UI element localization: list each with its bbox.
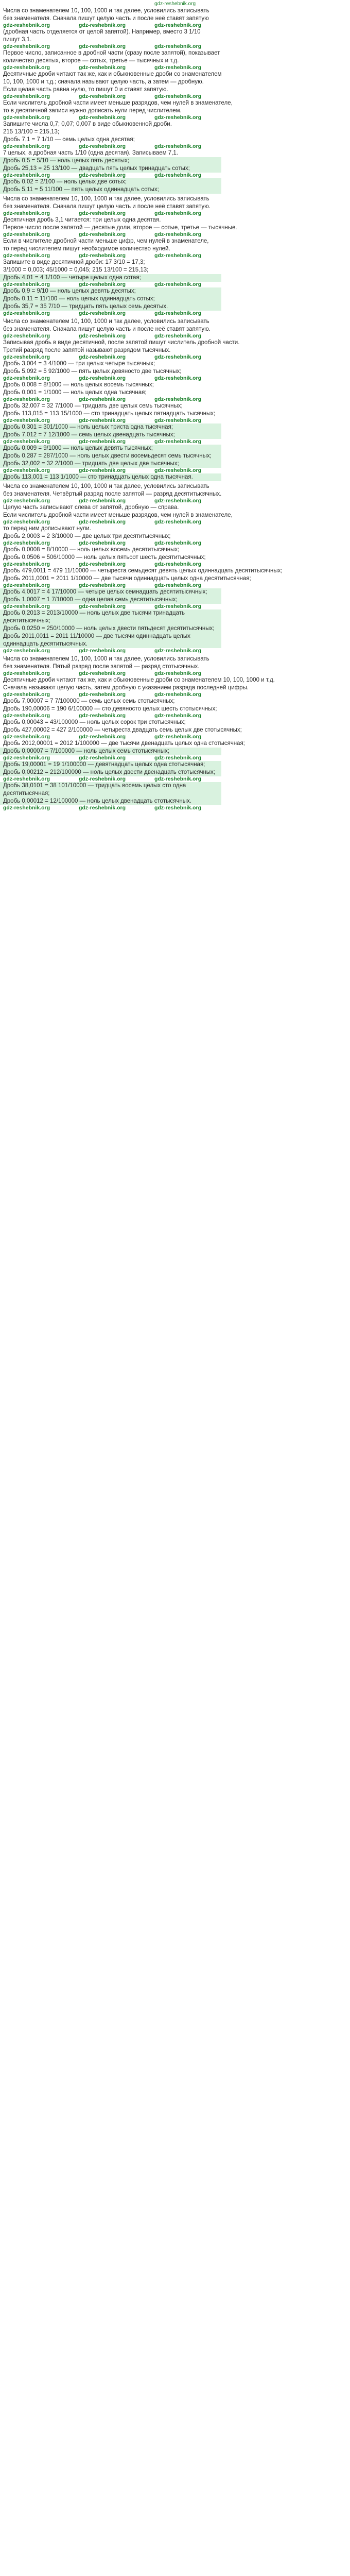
highlighted-line: Дробь 1,0007 = 1 7/10000 — одна целая семь десятитысячных; <box>0 596 221 604</box>
watermark-row <box>0 713 350 719</box>
watermark-row <box>0 253 350 259</box>
watermark-text: gdz-reshebnik.org <box>79 333 126 339</box>
watermark-text: gdz-reshebnik.org <box>154 583 202 588</box>
highlighted-line: Дробь 0,009 = 9/1000 — ноль целых девять тысячных; <box>0 445 221 452</box>
watermark-text: gdz-reshebnik.org <box>79 540 126 546</box>
watermark-text: gdz-reshebnik.org <box>3 468 50 473</box>
watermark-text: gdz-reshebnik.org <box>79 439 126 445</box>
text-line: Дробь 5,092 = 5 92/1000 — пять целых девяносто две тысячных; <box>3 368 182 375</box>
text-line: Если числитель дробной части имеет меньше разрядов, чем нулей в знаменателе, <box>3 512 233 518</box>
watermark-row <box>0 540 350 546</box>
text-line: Дробь 7,00007 = 7 7/100000 — семь целых семь стотысячных; <box>3 698 175 704</box>
text-line: 3/1000 = 0,003; 45/1000 = 0,045; 215 13/100 = 215,13; <box>3 267 149 273</box>
watermark-text: gdz-reshebnik.org <box>3 583 50 588</box>
watermark-row <box>0 173 350 178</box>
watermark-text: gdz-reshebnik.org <box>154 648 202 654</box>
watermark-row <box>0 671 350 676</box>
text-line: Дробь 2,0003 = 2 3/10000 — две целых три десятитысячных; <box>3 533 171 539</box>
watermark-text: gdz-reshebnik.org <box>154 755 202 761</box>
watermark-row <box>0 692 350 698</box>
watermark-row <box>0 23 350 28</box>
watermark-row <box>0 604 350 609</box>
text-line: Дробь 0,0506 = 506/10000 — ноль целых пятьсот шесть десятитысячных; <box>3 554 206 561</box>
watermark-text: gdz-reshebnik.org <box>79 65 126 71</box>
highlighted-line: Дробь 0,287 = 287/1000 — ноль целых двести восемьдесят семь тысячных; <box>0 452 221 460</box>
section-s3 <box>0 318 350 483</box>
watermark-text: gdz-reshebnik.org <box>79 173 126 178</box>
watermark-text: gdz-reshebnik.org <box>79 498 126 504</box>
watermark-row <box>0 755 350 761</box>
watermark-text: gdz-reshebnik.org <box>154 562 202 567</box>
watermark-text: gdz-reshebnik.org <box>79 734 126 740</box>
watermark-text: gdz-reshebnik.org <box>154 805 202 811</box>
highlighted-line: Дробь 113,001 = 113 1/1000 — сто тринадцать целых одна тысячная. <box>0 473 221 481</box>
text-line: (дробная часть отделяется от целой запятой). Например, вместо 3 1/10 <box>3 29 201 35</box>
content <box>0 7 350 812</box>
watermark-text: gdz-reshebnik.org <box>3 418 50 423</box>
highlighted-line: Дробь 7,012 = 7 12/1000 — семь целых двенадцать тысячных; <box>0 431 221 439</box>
text-line: Дробь 0,008 = 8/1000 — ноль целых восемь тысячных; <box>3 382 154 388</box>
watermark-text: gdz-reshebnik.org <box>3 776 50 782</box>
section-s1 <box>0 7 350 195</box>
watermark-text: gdz-reshebnik.org <box>79 232 126 238</box>
text-line: 10, 100, 1000 и т.д.; сначала называют целую часть, а затем — дробную. <box>3 79 204 85</box>
watermark-row <box>0 439 350 445</box>
watermark-text: gdz-reshebnik.org <box>79 94 126 99</box>
watermark-text: gdz-reshebnik.org <box>154 692 202 698</box>
watermark-text: gdz-reshebnik.org <box>3 211 50 216</box>
watermark-text: gdz-reshebnik.org <box>154 115 202 121</box>
watermark-text: gdz-reshebnik.org <box>3 354 50 360</box>
watermark-row <box>0 376 350 381</box>
watermark-row <box>0 144 350 149</box>
watermark-row <box>0 734 350 740</box>
watermark-text: gdz-reshebnik.org <box>79 713 126 719</box>
watermark-text: gdz-reshebnik.org <box>79 519 126 525</box>
watermark-text: gdz-reshebnik.org <box>79 397 126 402</box>
watermark-text: gdz-reshebnik.org <box>79 282 126 287</box>
watermark-text: gdz-reshebnik.org <box>3 439 50 445</box>
highlighted-line: Дробь 0,00012 = 12/100000 — ноль целых двенадцать стотысячных. <box>0 798 221 805</box>
watermark-text: gdz-reshebnik.org <box>154 376 202 381</box>
watermark-text: gdz-reshebnik.org <box>79 583 126 588</box>
text-line: Дробь 32,007 = 32 7/1000 — тридцать две целых семь тысячных; <box>3 403 183 409</box>
watermark-text: gdz-reshebnik.org <box>79 468 126 473</box>
watermark-row <box>0 519 350 525</box>
watermark-text: gdz-reshebnik.org <box>154 173 202 178</box>
watermark-text: gdz-reshebnik.org <box>3 397 50 402</box>
highlighted-line: Дробь 19,00001 = 19 1/100000 — девятнадцать целых одна стотысячная; <box>0 761 221 769</box>
watermark-text: gdz-reshebnik.org <box>3 115 50 121</box>
watermark-text: gdz-reshebnik.org <box>3 498 50 504</box>
section-s2 <box>0 195 350 318</box>
watermark-text: gdz-reshebnik.org <box>79 144 126 149</box>
watermark-text: gdz-reshebnik.org <box>154 734 202 740</box>
watermark-text: gdz-reshebnik.org <box>154 519 202 525</box>
highlighted-line: Дробь 0,9 = 9/10 — ноль целых девять десятых; <box>0 287 221 295</box>
watermark-text: gdz-reshebnik.org <box>3 671 50 676</box>
watermark-row <box>0 333 350 339</box>
watermark-row <box>0 211 350 216</box>
highlighted-line: Дробь 0,00007 = 7/100000 — ноль целых семь стотысячных; <box>0 748 221 755</box>
text-line: Дробь 0,001 = 1/1000 — ноль целых одна тысячная; <box>3 389 147 396</box>
watermark-text: gdz-reshebnik.org <box>154 44 202 49</box>
text-line: Дробь 0,00043 = 43/100000 — ноль целых сорок три стотысячных; <box>3 719 186 725</box>
watermark-text: gdz-reshebnik.org <box>154 776 202 782</box>
watermark-text: gdz-reshebnik.org <box>3 692 50 698</box>
text-line: Первое число, записанное в дробной части (сразу после запятой), показывает <box>3 50 220 56</box>
text-line: то перед числителем пишут необходимое количество нулей. <box>3 246 170 252</box>
watermark-row <box>0 94 350 99</box>
watermark-text: gdz-reshebnik.org <box>154 397 202 402</box>
watermark-text: gdz-reshebnik.org <box>154 282 202 287</box>
watermark-text: gdz-reshebnik.org <box>79 253 126 259</box>
watermark-text: gdz-reshebnik.org <box>154 468 202 473</box>
watermark-text: gdz-reshebnik.org <box>3 540 50 546</box>
highlighted-line: Дробь 38,0101 = 38 101/10000 — тридцать восемь целых сто одна десятитысячная; <box>0 782 221 798</box>
watermark-row <box>0 311 350 316</box>
text-line: Дробь 2012,00001 = 2012 1/100000 — две тысячи двенадцать целых одна стотысячная; <box>3 740 245 747</box>
watermark-text: gdz-reshebnik.org <box>79 805 126 811</box>
watermark-text: gdz-reshebnik.org <box>154 333 202 339</box>
watermark-row <box>0 354 350 360</box>
watermark-text: gdz-reshebnik.org <box>154 354 202 360</box>
watermark-text: gdz-reshebnik.org <box>79 755 126 761</box>
highlighted-line: Дробь 35,7 = 35 7/10 — тридцать пять целых семь десятых. <box>0 303 221 311</box>
text-line: пишут 3,1. <box>3 37 32 43</box>
watermark-text: gdz-reshebnik.org <box>3 648 50 654</box>
highlighted-line: Дробь 32,002 = 32 2/1000 — тридцать две целых две тысячных; <box>0 460 221 468</box>
highlighted-line: Дробь 4,01 = 4 1/100 — четыре целых одна сотая; <box>0 274 221 282</box>
watermark-text: gdz-reshebnik.org <box>154 418 202 423</box>
watermark-text: gdz-reshebnik.org <box>79 776 126 782</box>
section-gap <box>0 811 350 812</box>
text-line: Запишите числа 0,7; 0,07; 0,007 в виде обыкновенной дроби. <box>3 121 172 127</box>
watermark-text: gdz-reshebnik.org <box>79 311 126 316</box>
highlighted-line: Дробь 0,0250 = 250/10000 — ноль целых двести пятьдесят десятитысячных; <box>0 625 221 633</box>
watermark-text: gdz-reshebnik.org <box>3 282 50 287</box>
watermark-text: gdz-reshebnik.org <box>3 604 50 609</box>
watermark-text: gdz-reshebnik.org <box>79 562 126 567</box>
watermark-text: gdz-reshebnik.org <box>3 173 50 178</box>
text-line: Если целая часть равна нулю, то пишут 0 и ставят запятую. <box>3 87 168 93</box>
watermark-text: gdz-reshebnik.org <box>3 755 50 761</box>
watermark-text: gdz-reshebnik.org <box>154 671 202 676</box>
watermark-text: gdz-reshebnik.org <box>3 734 50 740</box>
watermark-row <box>0 115 350 121</box>
watermark-text: gdz-reshebnik.org <box>3 65 50 71</box>
watermark-text: gdz-reshebnik.org <box>154 540 202 546</box>
watermark-row <box>0 583 350 588</box>
watermark-text: gdz-reshebnik.org <box>3 376 50 381</box>
watermark-row <box>0 282 350 287</box>
text-line: Дробь 190,00006 = 190 6/100000 — сто девяносто целых шесть стотысячных; <box>3 706 217 712</box>
watermark-text: gdz-reshebnik.org <box>3 23 50 28</box>
text-line: Сначала называют целую часть, затем дробную с указанием разряда последней цифры. <box>3 685 249 691</box>
watermark-row <box>0 44 350 49</box>
watermark-text: gdz-reshebnik.org <box>79 376 126 381</box>
text-line: Числа со знаменателем 10, 100, 1000 и так далее, условились записывать <box>3 483 209 489</box>
watermark-text: gdz-reshebnik.org <box>154 65 202 71</box>
watermark-text: gdz-reshebnik.org <box>79 44 126 49</box>
watermark-text: gdz-reshebnik.org <box>79 354 126 360</box>
text-line: Дробь 2011,0001 = 2011 1/10000 — две тысячи одиннадцать целых одна десятитысячная; <box>3 575 251 582</box>
watermark-text: gdz-reshebnik.org <box>154 311 202 316</box>
text-line: без знаменателя. Сначала пишут целую часть и после неё ставят запятую. <box>3 326 211 332</box>
watermark-text: gdz-reshebnik.org <box>79 23 126 28</box>
watermark-text: gdz-reshebnik.org <box>3 713 50 719</box>
section-s5 <box>0 655 350 812</box>
watermark-row <box>0 232 350 238</box>
text-line: Числа со знаменателем 10, 100, 1000 и так далее, условились записывать <box>3 318 209 325</box>
text-line: Дробь 3,004 = 3 4/1000 — три целых четыре тысячных; <box>3 361 155 367</box>
watermark-text: gdz-reshebnik.org <box>154 211 202 216</box>
text-line: Третий разряд после запятой называют разрядом тысячных. <box>3 347 171 353</box>
watermark-text: gdz-reshebnik.org <box>79 671 126 676</box>
text-line: то в десятичной записи нужно дописать нули перед числителем. <box>3 108 182 114</box>
text-line: то перед ним дописывают нули. <box>3 526 91 532</box>
text-line: Числа со знаменателем 10, 100, 1000 и так далее, условились записывать <box>3 8 209 14</box>
watermark-row <box>0 65 350 71</box>
watermark-text: gdz-reshebnik.org <box>79 692 126 698</box>
highlighted-line: Дробь 0,2013 = 2013/10000 — ноль целых две тысячи тринадцать десятитысячных; <box>0 609 221 625</box>
watermark-text: gdz-reshebnik.org <box>154 604 202 609</box>
watermark-text: gdz-reshebnik.org <box>79 604 126 609</box>
watermark-text: gdz-reshebnik.org <box>154 23 202 28</box>
watermark-text: gdz-reshebnik.org <box>3 311 50 316</box>
highlighted-line: Дробь 2011,0011 = 2011 11/10000 — две тысячи одиннадцать целых одиннадцать десятитысячных. <box>0 633 221 648</box>
highlighted-line: Дробь 0,301 = 301/1000 — ноль целых триста одна тысячная; <box>0 423 221 431</box>
highlighted-line: Дробь 0,5 = 5/10 — ноль целых пять десятых; <box>0 157 221 165</box>
watermark-text: gdz-reshebnik.org <box>154 498 202 504</box>
text-line: без знаменателя. Сначала пишут целую часть и после неё ставят запятую. <box>3 204 211 210</box>
watermark-text: gdz-reshebnik.org <box>3 232 50 238</box>
text-line: Числа со знаменателем 10, 100, 1000 и так далее, условились записывать <box>3 656 209 662</box>
section-s4 <box>0 483 350 655</box>
watermark-row <box>0 776 350 782</box>
highlighted-line: Дробь 0,00212 = 212/100000 — ноль целых двести двенадцать стотысячных; <box>0 769 221 776</box>
watermark-text: gdz-reshebnik.org <box>3 44 50 49</box>
highlighted-line: Дробь 0,11 = 11/100 — ноль целых одиннадцать сотых; <box>0 295 221 303</box>
top-watermark: gdz-reshebnik.org <box>154 1 196 7</box>
text-line: Если числитель дробной части имеет меньше разрядов, чем нулей в знаменателе, <box>3 100 233 106</box>
watermark-text: gdz-reshebnik.org <box>3 519 50 525</box>
text-line: без знаменателя. Пятый разряд после запятой — разряд стотысячных. <box>3 664 200 670</box>
watermark-row <box>0 418 350 423</box>
highlighted-line: Дробь 0,02 = 2/100 — ноль целых две сотых; <box>0 178 221 186</box>
page <box>0 0 350 812</box>
watermark-text: gdz-reshebnik.org <box>3 562 50 567</box>
text-line: 215 13/100 = 215,13; <box>3 129 60 135</box>
watermark-text: gdz-reshebnik.org <box>3 94 50 99</box>
watermark-row <box>0 468 350 473</box>
text-line: Запишите в виде десятичной дроби: 17 3/10 = 17,3; <box>3 259 145 265</box>
watermark-text: gdz-reshebnik.org <box>3 333 50 339</box>
watermark-row <box>0 498 350 504</box>
text-line: Дробь 0,0008 = 8/10000 — ноль целых восемь десятитысячных; <box>3 547 180 553</box>
text-line: количество десятых, второе — сотых, третье — тысячных и т.д. <box>3 58 179 64</box>
watermark-row <box>0 397 350 402</box>
watermark-text: gdz-reshebnik.org <box>154 439 202 445</box>
text-line: Дробь 427,00002 = 427 2/100000 — четыреста двадцать семь целых две стотысячных; <box>3 727 242 733</box>
text-line: Десятичная дробь 3,1 читается: три целых одна десятая. <box>3 217 161 223</box>
watermark-text: gdz-reshebnik.org <box>3 253 50 259</box>
text-line: без знаменателя. Сначала пишут целую часть и после неё ставят запятую <box>3 15 209 22</box>
text-line: Дробь 113,015 = 113 15/1000 — сто тринадцать целых пятнадцать тысячных; <box>3 411 216 417</box>
watermark-row <box>0 562 350 567</box>
watermark-text: gdz-reshebnik.org <box>3 805 50 811</box>
text-line: Если в числителе дробной части меньше цифр, чем нулей в знаменателе, <box>3 238 209 244</box>
highlighted-line: Дробь 5,11 = 5 11/100 — пять целых одиннадцать сотых; <box>0 186 221 194</box>
watermark-row <box>0 805 350 811</box>
watermark-text: gdz-reshebnik.org <box>154 253 202 259</box>
text-line: Числа со знаменателем 10, 100, 1000 и так далее, условились записывать <box>3 196 209 202</box>
watermark-text: gdz-reshebnik.org <box>154 232 202 238</box>
text-line: 7 целых, а дробная часть 1/10 (одна десятая). Записываем 7,1. <box>3 150 178 156</box>
text-line: Дробь 7,1 = 7 1/10 — семь целых одна десятая; <box>3 137 135 143</box>
watermark-text: gdz-reshebnik.org <box>79 418 126 423</box>
watermark-text: gdz-reshebnik.org <box>79 211 126 216</box>
text-line: Десятичные дроби читают так же, как и обыкновенные дроби со знаменателем 10, 100, 1000 и т.д. <box>3 677 275 683</box>
watermark-text: gdz-reshebnik.org <box>79 115 126 121</box>
text-line: Записывая дробь в виде десятичной, после запятой пишут числитель дробной части. <box>3 340 240 346</box>
watermark-text: gdz-reshebnik.org <box>154 713 202 719</box>
watermark-text: gdz-reshebnik.org <box>3 144 50 149</box>
watermark-text: gdz-reshebnik.org <box>154 144 202 149</box>
highlighted-line: Дробь 25,13 = 25 13/100 — двадцать пять целых тринадцать сотых; <box>0 165 221 173</box>
watermark-row <box>0 648 350 654</box>
text-line: Целую часть записывают слева от запятой, дробную — справа. <box>3 504 179 511</box>
watermark-text: gdz-reshebnik.org <box>79 648 126 654</box>
text-line: Дробь 479,0011 = 479 11/10000 — четыреста семьдесят девять целых одиннадцать десятитысячных; <box>3 568 283 574</box>
text-line: без знаменателя. Четвёртый разряд после запятой — разряд десятитысячных. <box>3 491 222 497</box>
text-line: Первое число после запятой — десятые доли, второе — сотые, третье — тысячные. <box>3 225 237 231</box>
text-line: Десятичные дроби читают так же, как и обыкновенные дроби со знаменателем <box>3 71 222 77</box>
highlighted-line: Дробь 4,0017 = 4 17/10000 — четыре целых семнадцать десятитысячных; <box>0 588 221 596</box>
watermark-text: gdz-reshebnik.org <box>154 94 202 99</box>
